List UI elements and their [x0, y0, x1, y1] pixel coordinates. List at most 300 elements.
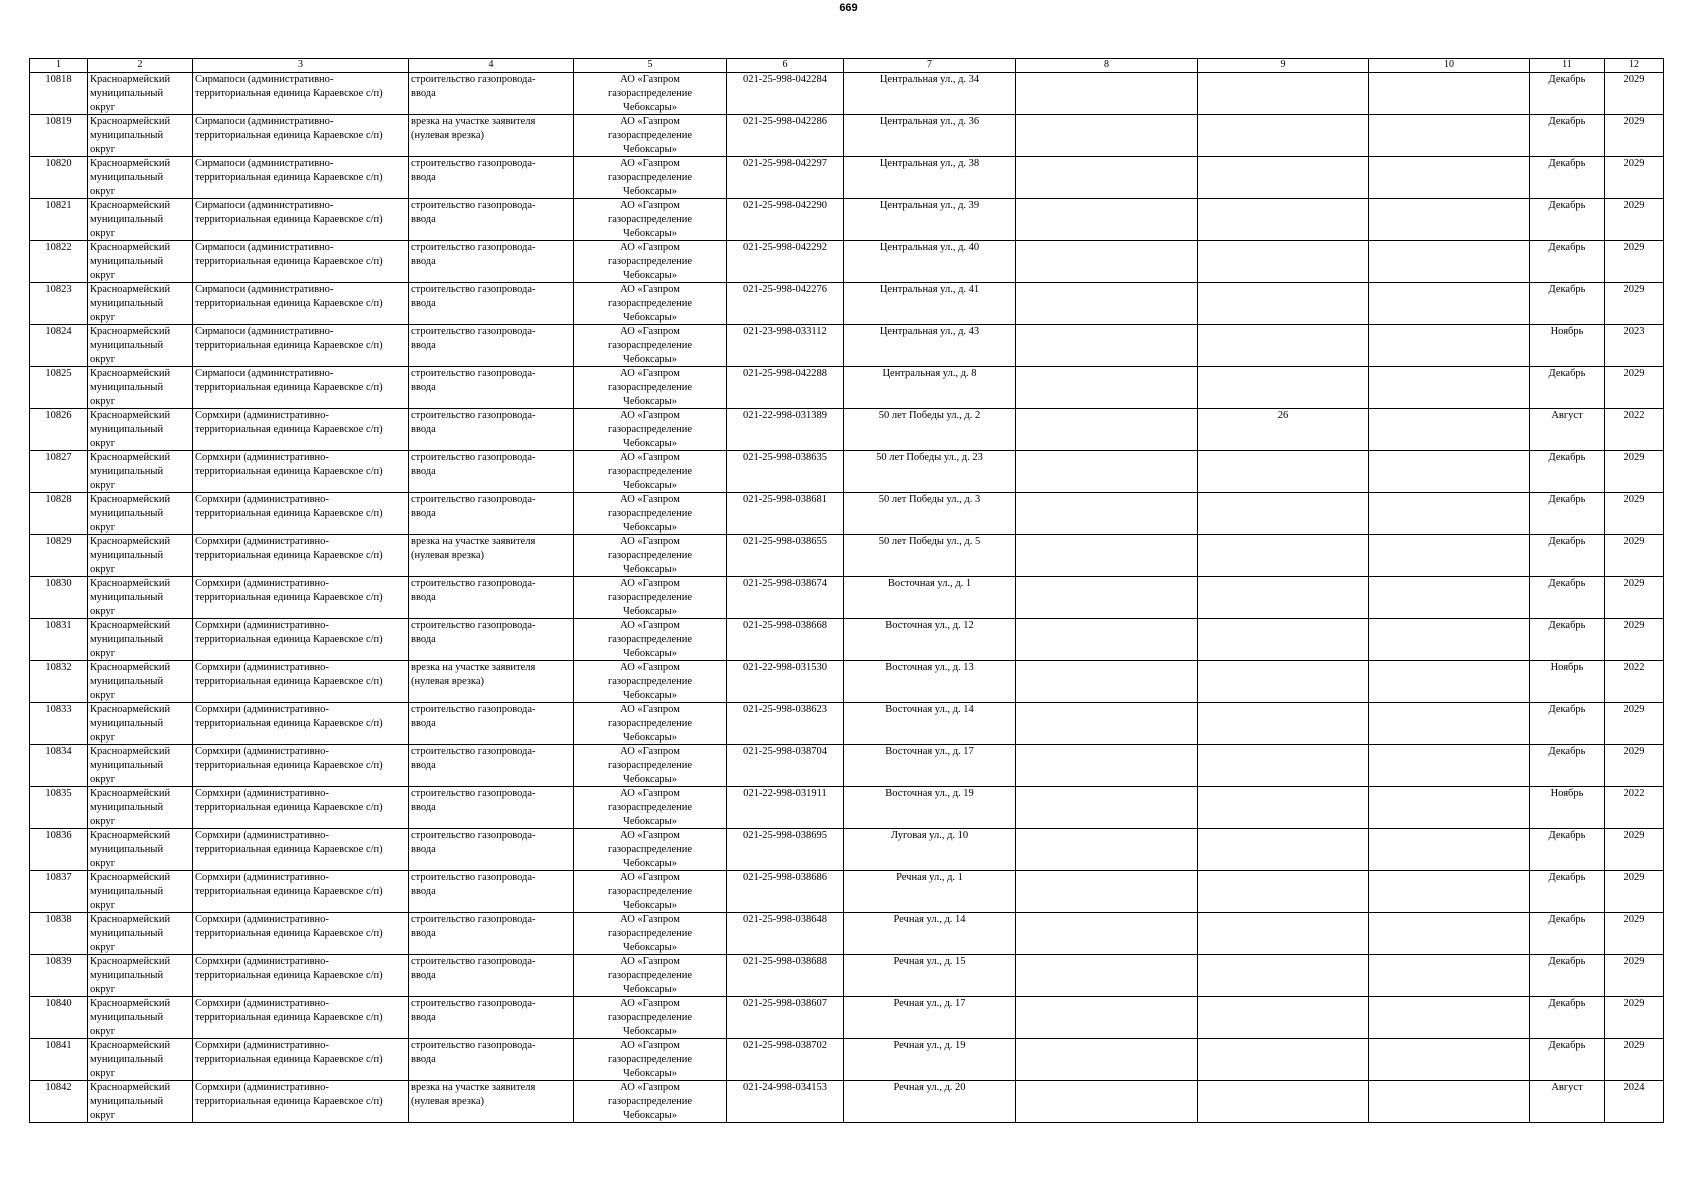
- work-type-cell-text: строительство газопровода- ввода: [411, 830, 536, 855]
- address-cell: [844, 493, 1016, 535]
- month-cell: [1530, 325, 1605, 367]
- settlement-cell: [193, 493, 409, 535]
- address-cell-text: Речная ул., д. 19: [893, 1040, 966, 1051]
- column-9-cell: [1198, 283, 1369, 325]
- column-8-cell: [1016, 115, 1198, 157]
- application-code-cell-text: 021-25-998-038688: [743, 956, 827, 967]
- column-10-cell-text: [1371, 997, 1527, 1038]
- row-number-cell: [30, 325, 88, 367]
- column-10-cell: [1369, 451, 1530, 493]
- row-number-cell-text: 10833: [45, 704, 72, 715]
- address-cell-text: Восточная ул., д. 19: [885, 788, 974, 799]
- column-8-cell: [1016, 955, 1198, 997]
- settlement-cell: [193, 703, 409, 745]
- address-cell-text: Центральная ул., д. 41: [879, 284, 980, 295]
- application-code-cell-text: 021-25-998-038648: [743, 914, 827, 925]
- column-10-cell: [1369, 745, 1530, 787]
- column-10-cell-text: [1371, 745, 1527, 786]
- column-10-cell-text: [1371, 325, 1527, 366]
- column-10-cell-text: [1371, 619, 1527, 660]
- month-cell-text: Декабрь: [1548, 116, 1586, 127]
- settlement-cell: [193, 283, 409, 325]
- district-cell: [88, 535, 193, 577]
- row-number-cell: [30, 199, 88, 241]
- application-code-cell-text: 021-25-998-038681: [743, 494, 827, 505]
- work-type-cell: [409, 409, 574, 451]
- district-cell-text: Красноармейский муниципальный округ: [90, 116, 171, 155]
- settlement-cell-text: Сирмапоси (административно- территориальная единица Караевское с/п): [195, 284, 383, 309]
- settlement-cell-text: Сормхири (административно- территориальная единица Караевское с/п): [195, 494, 383, 519]
- row-number-cell-text: 10822: [45, 242, 72, 253]
- work-type-cell: [409, 619, 574, 661]
- application-code-cell-text: 021-25-998-038607: [743, 998, 827, 1009]
- column-10-cell: [1369, 325, 1530, 367]
- organization-cell: [574, 157, 727, 199]
- district-cell-text: Красноармейский муниципальный округ: [90, 410, 171, 449]
- organization-cell: [574, 1081, 727, 1123]
- row-number-cell-text: 10825: [45, 368, 72, 379]
- year-cell: [1605, 787, 1664, 829]
- column-10-cell-text: [1371, 115, 1527, 156]
- settlement-cell-text: Сормхири (административно- территориальная единица Караевское с/п): [195, 746, 383, 771]
- address-cell: [844, 199, 1016, 241]
- application-code-cell: [727, 325, 844, 367]
- district-cell: [88, 73, 193, 115]
- column-10-cell-text: [1371, 661, 1527, 702]
- row-number-cell-text: 10830: [45, 578, 72, 589]
- address-cell: [844, 829, 1016, 871]
- work-type-cell-text: строительство газопровода- ввода: [411, 872, 536, 897]
- column-8-cell: [1016, 997, 1198, 1039]
- column-header: 2: [88, 59, 193, 73]
- table-row: [30, 1081, 1664, 1123]
- column-10-cell: [1369, 535, 1530, 577]
- settlement-cell: [193, 829, 409, 871]
- organization-cell: [574, 871, 727, 913]
- district-cell: [88, 787, 193, 829]
- application-code-cell: [727, 577, 844, 619]
- work-type-cell-text: строительство газопровода- ввода: [411, 410, 536, 435]
- column-8-cell: [1016, 829, 1198, 871]
- district-cell-text: Красноармейский муниципальный округ: [90, 368, 171, 407]
- application-code-cell-text: 021-22-998-031911: [743, 788, 827, 799]
- address-cell: [844, 283, 1016, 325]
- work-type-cell: [409, 871, 574, 913]
- application-code-cell: [727, 955, 844, 997]
- month-cell: [1530, 913, 1605, 955]
- month-cell: [1530, 829, 1605, 871]
- address-cell-text: Восточная ул., д. 1: [887, 578, 972, 589]
- year-cell-text: 2029: [1623, 494, 1645, 505]
- column-10-cell: [1369, 1039, 1530, 1081]
- work-type-cell: [409, 73, 574, 115]
- column-header: 6: [727, 59, 844, 73]
- settlement-cell-text: Сормхири (административно- территориальная единица Караевское с/п): [195, 410, 383, 435]
- column-9-cell-text: 26: [1277, 410, 1289, 421]
- column-8-cell-text: [1018, 199, 1195, 240]
- year-cell-text: 2029: [1623, 242, 1645, 253]
- column-9-cell-text: [1200, 451, 1366, 492]
- column-9-cell-text: [1200, 913, 1366, 954]
- year-cell-text: 2029: [1623, 914, 1645, 925]
- district-cell-text: Красноармейский муниципальный округ: [90, 1040, 171, 1079]
- work-type-cell-text: врезка на участке заявителя (нулевая врезка): [411, 536, 536, 561]
- organization-cell: [574, 829, 727, 871]
- work-type-cell: [409, 703, 574, 745]
- column-10-cell-text: [1371, 241, 1527, 282]
- column-header: 5: [574, 59, 727, 73]
- column-8-cell: [1016, 787, 1198, 829]
- settlement-cell: [193, 787, 409, 829]
- column-9-cell: [1198, 829, 1369, 871]
- month-cell-text: Декабрь: [1548, 74, 1586, 85]
- column-10-cell: [1369, 157, 1530, 199]
- year-cell: [1605, 577, 1664, 619]
- address-cell-text: 50 лет Победы ул., д. 2: [878, 410, 981, 421]
- column-8-cell: [1016, 367, 1198, 409]
- district-cell: [88, 283, 193, 325]
- month-cell-text: Декабрь: [1548, 746, 1586, 757]
- column-header: 10: [1369, 59, 1530, 73]
- work-type-cell-text: строительство газопровода- ввода: [411, 578, 536, 603]
- district-cell-text: Красноармейский муниципальный округ: [90, 914, 171, 953]
- address-cell-text: Речная ул., д. 1: [896, 872, 963, 883]
- address-cell-text: 50 лет Победы ул., д. 23: [876, 452, 983, 463]
- row-number-cell-text: 10840: [45, 998, 72, 1009]
- row-number-cell: [30, 913, 88, 955]
- work-type-cell: [409, 661, 574, 703]
- application-code-cell-text: 021-25-998-042290: [743, 200, 827, 211]
- address-cell-text: Центральная ул., д. 38: [879, 158, 980, 169]
- district-cell-text: Красноармейский муниципальный округ: [90, 662, 171, 701]
- month-cell-text: Декабрь: [1548, 368, 1586, 379]
- application-code-cell: [727, 409, 844, 451]
- column-9-cell: [1198, 157, 1369, 199]
- column-8-cell-text: [1018, 535, 1195, 576]
- column-header: 9: [1198, 59, 1369, 73]
- work-type-cell-text: строительство газопровода- ввода: [411, 956, 536, 981]
- settlement-cell-text: Сирмапоси (административно- территориальная единица Караевское с/п): [195, 116, 383, 141]
- year-cell-text: 2022: [1623, 788, 1645, 799]
- work-type-cell: [409, 913, 574, 955]
- column-10-cell-text: [1371, 913, 1527, 954]
- column-10-cell: [1369, 703, 1530, 745]
- work-type-cell-text: строительство газопровода- ввода: [411, 746, 536, 771]
- application-code-cell: [727, 283, 844, 325]
- month-cell-text: Ноябрь: [1550, 326, 1584, 337]
- address-cell-text: Центральная ул., д. 34: [879, 74, 980, 85]
- application-code-cell-text: 021-25-998-038623: [743, 704, 827, 715]
- row-number-cell: [30, 535, 88, 577]
- table-row: [30, 661, 1664, 703]
- district-cell: [88, 955, 193, 997]
- work-type-cell: [409, 577, 574, 619]
- column-8-cell-text: [1018, 577, 1195, 618]
- column-10-cell: [1369, 619, 1530, 661]
- column-8-cell-text: [1018, 997, 1195, 1038]
- column-10-cell-text: [1371, 1081, 1527, 1122]
- row-number-cell: [30, 619, 88, 661]
- settlement-cell: [193, 1039, 409, 1081]
- district-cell: [88, 829, 193, 871]
- row-number-cell: [30, 115, 88, 157]
- district-cell: [88, 703, 193, 745]
- settlement-cell: [193, 955, 409, 997]
- row-number-cell-text: 10835: [45, 788, 72, 799]
- application-code-cell: [727, 199, 844, 241]
- address-cell: [844, 1081, 1016, 1123]
- column-header: 11: [1530, 59, 1605, 73]
- settlement-cell: [193, 1081, 409, 1123]
- table-row: [30, 325, 1664, 367]
- column-9-cell-text: [1200, 955, 1366, 996]
- year-cell-text: 2029: [1623, 368, 1645, 379]
- settlement-cell-text: Сирмапоси (административно- территориальная единица Караевское с/п): [195, 158, 383, 183]
- work-type-cell: [409, 199, 574, 241]
- address-cell: [844, 73, 1016, 115]
- address-cell: [844, 325, 1016, 367]
- year-cell-text: 2029: [1623, 830, 1645, 841]
- row-number-cell-text: 10824: [45, 326, 72, 337]
- year-cell-text: 2029: [1623, 746, 1645, 757]
- column-10-cell: [1369, 1081, 1530, 1123]
- organization-cell-text: АО «Газпром газораспределение Чебоксары»: [607, 998, 693, 1037]
- month-cell: [1530, 535, 1605, 577]
- column-10-cell: [1369, 283, 1530, 325]
- application-code-cell: [727, 745, 844, 787]
- month-cell-text: Ноябрь: [1550, 788, 1584, 799]
- district-cell: [88, 619, 193, 661]
- column-8-cell: [1016, 241, 1198, 283]
- address-cell: [844, 535, 1016, 577]
- address-cell-text: Центральная ул., д. 36: [879, 116, 980, 127]
- district-cell: [88, 241, 193, 283]
- organization-cell: [574, 199, 727, 241]
- settlement-cell: [193, 871, 409, 913]
- year-cell: [1605, 871, 1664, 913]
- organization-cell-text: АО «Газпром газораспределение Чебоксары»: [607, 242, 693, 281]
- column-9-cell-text: [1200, 199, 1366, 240]
- address-cell: [844, 703, 1016, 745]
- month-cell-text: Декабрь: [1548, 452, 1586, 463]
- row-number-cell: [30, 493, 88, 535]
- work-type-cell: [409, 493, 574, 535]
- district-cell-text: Красноармейский муниципальный округ: [90, 620, 171, 659]
- year-cell-text: 2029: [1623, 704, 1645, 715]
- organization-cell-text: АО «Газпром газораспределение Чебоксары»: [607, 200, 693, 239]
- year-cell: [1605, 619, 1664, 661]
- work-type-cell-text: строительство газопровода- ввода: [411, 158, 536, 183]
- settlement-cell: [193, 913, 409, 955]
- organization-cell-text: АО «Газпром газораспределение Чебоксары»: [607, 872, 693, 911]
- organization-cell-text: АО «Газпром газораспределение Чебоксары»: [607, 536, 693, 575]
- month-cell: [1530, 619, 1605, 661]
- month-cell: [1530, 73, 1605, 115]
- column-9-cell: [1198, 955, 1369, 997]
- table-row: [30, 535, 1664, 577]
- column-9-cell: [1198, 325, 1369, 367]
- month-cell-text: Декабрь: [1548, 1040, 1586, 1051]
- table-row: [30, 745, 1664, 787]
- settlement-cell: [193, 241, 409, 283]
- settlement-cell: [193, 325, 409, 367]
- column-9-cell-text: [1200, 577, 1366, 618]
- column-8-cell: [1016, 577, 1198, 619]
- address-cell: [844, 619, 1016, 661]
- settlement-cell: [193, 409, 409, 451]
- column-9-cell-text: [1200, 1039, 1366, 1080]
- application-code-cell-text: 021-25-998-038655: [743, 536, 827, 547]
- page-number: 669: [839, 2, 858, 14]
- column-8-cell-text: [1018, 325, 1195, 366]
- column-10-cell-text: [1371, 703, 1527, 744]
- column-10-cell: [1369, 493, 1530, 535]
- organization-cell-text: АО «Газпром газораспределение Чебоксары»: [607, 788, 693, 827]
- settlement-cell-text: Сормхири (административно- территориальная единица Караевское с/п): [195, 620, 383, 645]
- column-9-cell: [1198, 997, 1369, 1039]
- column-8-cell-text: [1018, 829, 1195, 870]
- column-8-cell-text: [1018, 73, 1195, 114]
- row-number-cell: [30, 73, 88, 115]
- district-cell: [88, 661, 193, 703]
- year-cell-text: 2024: [1623, 1082, 1645, 1093]
- row-number-cell-text: 10829: [45, 536, 72, 547]
- application-code-cell-text: 021-25-998-038702: [743, 1040, 827, 1051]
- organization-cell-text: АО «Газпром газораспределение Чебоксары»: [607, 494, 693, 533]
- gas-connection-register-table: [29, 58, 1664, 1123]
- address-cell: [844, 451, 1016, 493]
- application-code-cell-text: 021-25-998-042286: [743, 116, 827, 127]
- column-10-cell-text: [1371, 787, 1527, 828]
- table-row: [30, 199, 1664, 241]
- application-code-cell-text: 021-24-998-034153: [743, 1082, 827, 1093]
- district-cell: [88, 199, 193, 241]
- district-cell-text: Красноармейский муниципальный округ: [90, 1082, 171, 1121]
- application-code-cell-text: 021-22-998-031389: [743, 410, 827, 421]
- settlement-cell: [193, 367, 409, 409]
- organization-cell: [574, 745, 727, 787]
- row-number-cell: [30, 787, 88, 829]
- work-type-cell: [409, 367, 574, 409]
- settlement-cell-text: Сирмапоси (административно- территориальная единица Караевское с/п): [195, 368, 383, 393]
- application-code-cell: [727, 451, 844, 493]
- column-9-cell: [1198, 661, 1369, 703]
- table-body: [30, 73, 1664, 1123]
- year-cell: [1605, 367, 1664, 409]
- settlement-cell-text: Сормхири (административно- территориальная единица Караевское с/п): [195, 788, 383, 813]
- address-cell: [844, 241, 1016, 283]
- row-number-cell-text: 10821: [45, 200, 72, 211]
- row-number-cell: [30, 745, 88, 787]
- column-8-cell-text: [1018, 871, 1195, 912]
- address-cell: [844, 409, 1016, 451]
- district-cell-text: Красноармейский муниципальный округ: [90, 872, 171, 911]
- application-code-cell: [727, 535, 844, 577]
- organization-cell: [574, 115, 727, 157]
- year-cell: [1605, 241, 1664, 283]
- row-number-cell-text: 10834: [45, 746, 72, 757]
- month-cell: [1530, 997, 1605, 1039]
- application-code-cell-text: 021-25-998-038668: [743, 620, 827, 631]
- address-cell-text: Восточная ул., д. 14: [885, 704, 974, 715]
- address-cell-text: Центральная ул., д. 40: [879, 242, 980, 253]
- organization-cell-text: АО «Газпром газораспределение Чебоксары»: [607, 578, 693, 617]
- year-cell-text: 2029: [1623, 452, 1645, 463]
- work-type-cell-text: строительство газопровода- ввода: [411, 200, 536, 225]
- application-code-cell-text: 021-25-998-038686: [743, 872, 827, 883]
- column-8-cell: [1016, 535, 1198, 577]
- year-cell: [1605, 199, 1664, 241]
- settlement-cell-text: Сормхири (административно- территориальная единица Караевское с/п): [195, 914, 383, 939]
- row-number-cell: [30, 829, 88, 871]
- table-row: [30, 829, 1664, 871]
- district-cell-text: Красноармейский муниципальный округ: [90, 998, 171, 1037]
- organization-cell-text: АО «Газпром газораспределение Чебоксары»: [607, 1082, 693, 1121]
- year-cell-text: 2029: [1623, 956, 1645, 967]
- organization-cell: [574, 577, 727, 619]
- application-code-cell-text: 021-25-998-038635: [743, 452, 827, 463]
- column-header: 8: [1016, 59, 1198, 73]
- table-row: [30, 997, 1664, 1039]
- column-9-cell-text: [1200, 1081, 1366, 1122]
- year-cell: [1605, 409, 1664, 451]
- table-row: [30, 409, 1664, 451]
- work-type-cell-text: строительство газопровода- ввода: [411, 74, 536, 99]
- month-cell: [1530, 283, 1605, 325]
- year-cell-text: 2023: [1623, 326, 1645, 337]
- month-cell-text: Декабрь: [1548, 914, 1586, 925]
- column-8-cell-text: [1018, 493, 1195, 534]
- column-8-cell-text: [1018, 1039, 1195, 1080]
- column-9-cell-text: [1200, 703, 1366, 744]
- district-cell-text: Красноармейский муниципальный округ: [90, 284, 171, 323]
- work-type-cell-text: строительство газопровода- ввода: [411, 326, 536, 351]
- work-type-cell: [409, 451, 574, 493]
- address-cell: [844, 745, 1016, 787]
- row-number-cell-text: 10839: [45, 956, 72, 967]
- column-header: 12: [1605, 59, 1664, 73]
- work-type-cell: [409, 283, 574, 325]
- year-cell: [1605, 703, 1664, 745]
- column-10-cell: [1369, 661, 1530, 703]
- work-type-cell-text: строительство газопровода- ввода: [411, 788, 536, 813]
- organization-cell-text: АО «Газпром газораспределение Чебоксары»: [607, 662, 693, 701]
- table-row: [30, 955, 1664, 997]
- year-cell: [1605, 157, 1664, 199]
- column-8-cell: [1016, 661, 1198, 703]
- column-8-cell-text: [1018, 745, 1195, 786]
- column-9-cell-text: [1200, 157, 1366, 198]
- application-code-cell: [727, 829, 844, 871]
- month-cell: [1530, 871, 1605, 913]
- table-row: [30, 451, 1664, 493]
- month-cell-text: Декабрь: [1548, 158, 1586, 169]
- district-cell: [88, 367, 193, 409]
- month-cell: [1530, 661, 1605, 703]
- column-8-cell-text: [1018, 115, 1195, 156]
- organization-cell: [574, 997, 727, 1039]
- address-cell-text: Восточная ул., д. 12: [885, 620, 974, 631]
- row-number-cell-text: 10841: [45, 1040, 72, 1051]
- settlement-cell-text: Сормхири (административно- территориальная единица Караевское с/п): [195, 1040, 383, 1065]
- settlement-cell-text: Сормхири (административно- территориальная единица Караевское с/п): [195, 830, 383, 855]
- settlement-cell: [193, 451, 409, 493]
- district-cell-text: Красноармейский муниципальный округ: [90, 242, 171, 281]
- address-cell: [844, 157, 1016, 199]
- column-10-cell-text: [1371, 535, 1527, 576]
- month-cell: [1530, 241, 1605, 283]
- column-10-cell-text: [1371, 955, 1527, 996]
